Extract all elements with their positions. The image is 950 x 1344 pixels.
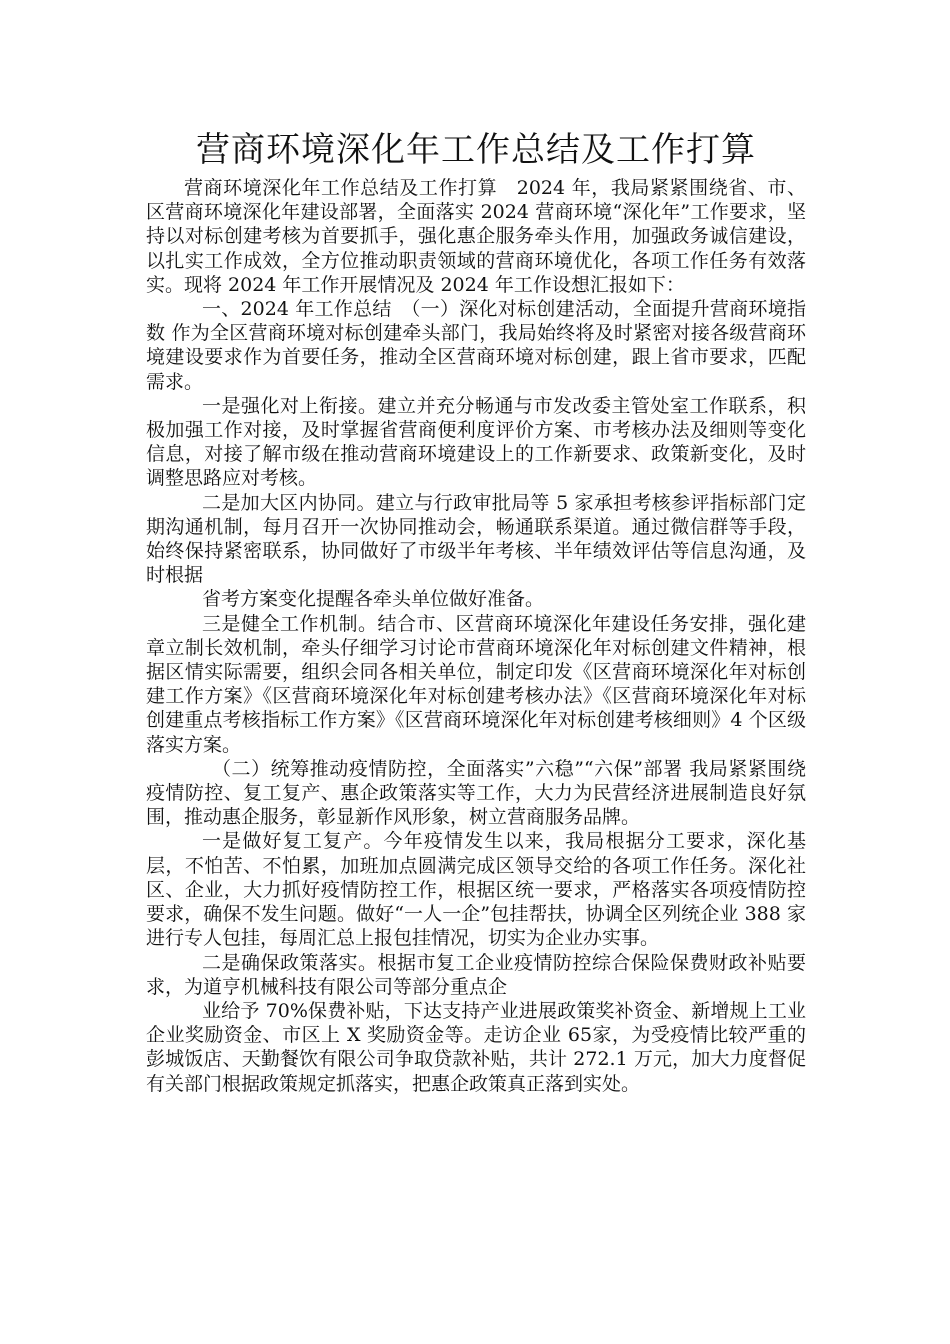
paragraph-point-two: 二是加大区内协同。建立与行政审批局等 5 家承担考核参评指标部门定期沟通机制，每月召开一次协同推动会，畅通联系渠道。通过微信群等手段，始终保持紧密联系，协同做好了市级半年考核、半年绩效评估等信息沟通，及时根据 — [146, 491, 806, 587]
paragraph-section-two: （二）统筹推动疫情防控，全面落实”六稳”“六保”部署 我局紧紧围绕疫情防控、复工复产、惠企政策落实等工作，大力为民营经济进展制造良好氛围，推动惠企服务，彰显新作风形象，树立营商服务品牌。 — [146, 757, 806, 829]
paragraph-point-two-cont: 省考方案变化提醒各牵头单位做好准备。 — [202, 588, 545, 611]
document-title: 营商环境深化年工作总结及工作打算 — [196, 130, 756, 170]
document-body — [146, 176, 806, 1096]
document-page — [146, 128, 806, 1096]
paragraph-policy: 二是确保政策落实。根据市复工企业疫情防控综合保险保费财政补贴要求，为道亨机械科技有限公司等部分重点企 — [146, 951, 806, 998]
paragraph-policy-cont: 业给予 70%保费补贴，下达支持产业进展政策奖补资金、新增规上工业企业奖励资金、市区上 X 奖励资金等。走访企业 65家，为受疫情比较严重的彭城饭店、天勤餐饮有限公司争取贷款补贴，共计 272.1 万元，加大力度督促有关部门根据政策规定抓落实，把惠企政策真正落到实处。 — [146, 999, 806, 1095]
paragraph-section-one: 一、2024 年工作总结 （一）深化对标创建活动，全面提升营商环境指数 作为全区营商环境对标创建牵头部门，我局始终将及时紧密对接各级营商环境建设要求作为首要任务，推动全区营商环境对标创建，跟上省市要求，匹配需求。 — [146, 298, 806, 393]
paragraph-resume-work: 一是做好复工复产。今年疫情发生以来，我局根据分工要求，深化基层，不怕苦、不怕累，加班加点圆满完成区领导交给的各项工作任务。深化社区、企业，大力抓好疫情防控工作，根据区统一要求，严格落实各项疫情防控要求，确保不发生问题。做好“一人一企”包挂帮扶，协调全区列统企业 388 家进行专人包挂，每周汇总上报包挂情况，切实为企业办实事。 — [146, 830, 806, 950]
paragraph-point-three: 三是健全工作机制。结合市、区营商环境深化年建设任务安排，强化建章立制长效机制，牵头仔细学习讨论市营商环境深化年对标创建文件精神，根据区情实际需要，组织会同各相关单位，制定印发《区营商环境深化年对标创建工作方案》《区营商环境深化年对标创建考核办法》《区营商环境深化年对标创建重点考核指标工作方案》《区营商环境深化年对标创建考核细则》4 个区级落实方案。 — [146, 612, 806, 756]
paragraph-intro: 营商环境深化年工作总结及工作打算 2024 年，我局紧紧围绕省、市、区营商环境深化年建设部署，全面落实 2024 营商环境“深化年”工作要求，坚持以对标创建考核为首要抓手，强化惠企服务牵头作用，加强政务诚信建设，以扎实工作成效，全方位推动职责领域的营商环境优化，各项工作任务有效落实。现将 2024 年工作开展情况及 2024 年工作设想汇报如下： — [146, 177, 806, 296]
paragraph-point-one: 一是强化对上衔接。建立并充分畅通与市发改委主管处室工作联系，积极加强工作对接，及时掌握省营商便利度评价方案、市考核办法及细则等变化信息，对接了解市级在推动营商环境建设上的工作新要求、政策新变化，及时调整思路应对考核。 — [146, 394, 806, 490]
